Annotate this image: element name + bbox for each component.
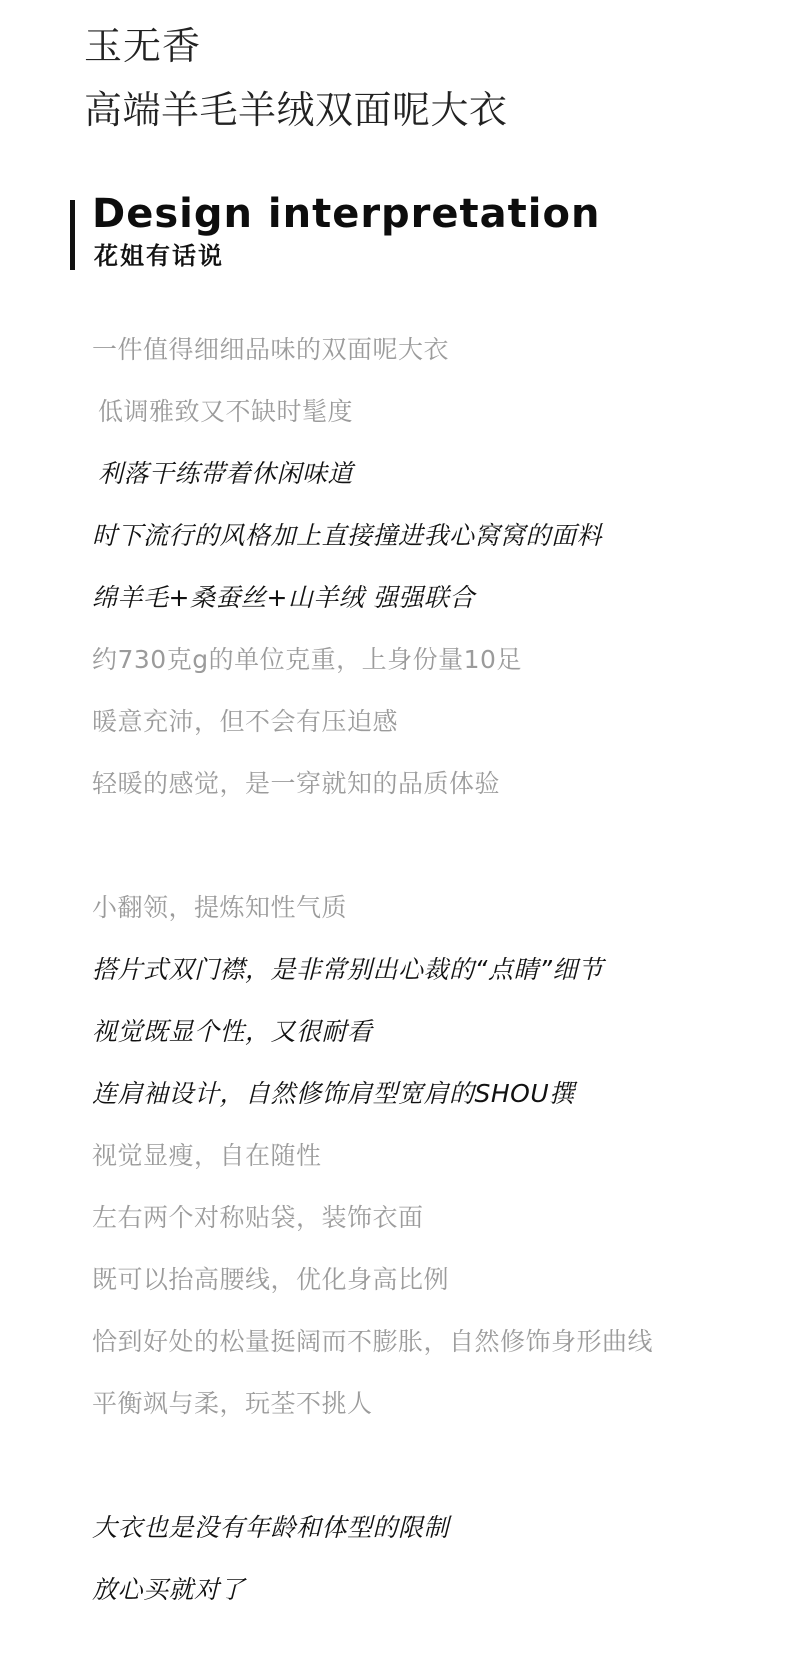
description-list <box>92 328 772 1630</box>
section-header <box>70 191 730 276</box>
description-line: 搭片式双门襟，是非常别出心裁的“点睛”细节 <box>92 955 604 984</box>
section-title-chinese: 花姐有话说 <box>94 242 224 270</box>
description-line: 利落干练带着休闲味道 <box>98 459 354 488</box>
description-line: 小翻领，提炼知性气质 <box>92 893 348 922</box>
description-line: 低调雅致又不缺时髦度 <box>98 397 354 426</box>
description-line: 大衣也是没有年龄和体型的限制 <box>92 1513 450 1542</box>
description-line: 暖意充沛，但不会有压迫感 <box>92 707 399 736</box>
description-line: 左右两个对称贴袋，装饰衣面 <box>92 1203 424 1232</box>
description-line: 连肩袖设计，自然修饰肩型宽肩的SHOU撰 <box>92 1079 575 1108</box>
description-line: 绵羊毛+桑蚕丝+山羊绒 强强联合 <box>92 583 475 612</box>
paragraph-spacer <box>92 1444 772 1506</box>
description-line: 一件值得细细品味的双面呢大衣 <box>92 335 450 364</box>
description-line: 轻暖的感觉，是一穿就知的品质体验 <box>92 769 501 798</box>
description-line: 平衡飒与柔，玩荃不挑人 <box>92 1389 373 1418</box>
product-title: 高端羊毛羊绒双面呢大衣 <box>84 88 508 132</box>
description-line: 约730克g的单位克重，上身份量10足 <box>92 645 522 674</box>
description-line: 时下流行的风格加上直接撞进我心窝窝的面料 <box>92 521 603 550</box>
description-line: 既可以抬高腰线，优化身高比例 <box>92 1265 450 1294</box>
description-line: 视觉既显个性，又很耐看 <box>92 1017 373 1046</box>
brand-name: 玉无香 <box>84 24 202 68</box>
section-title-english: Design interpretation <box>92 191 601 237</box>
paragraph-spacer <box>92 824 772 886</box>
description-line: 恰到好处的松量挺阔而不膨胀，自然修饰身形曲线 <box>92 1327 654 1356</box>
description-line: 放心买就对了 <box>92 1575 246 1604</box>
description-line: 视觉显瘦，自在随性 <box>92 1141 322 1170</box>
section-accent-bar <box>70 200 75 270</box>
